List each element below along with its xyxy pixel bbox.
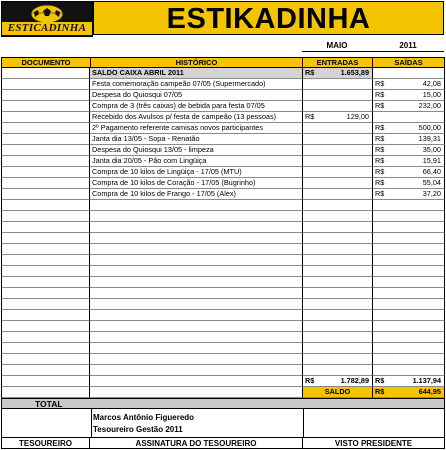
history-cell <box>90 200 303 211</box>
history-cell <box>90 112 303 123</box>
logo-wordmark: ESTICADINHA <box>2 22 92 35</box>
history-cell <box>90 343 303 354</box>
history-cell <box>90 266 303 277</box>
document-cell <box>1 189 90 200</box>
history-text: SALDO CAIXA ABRIL 2011 <box>92 68 184 77</box>
table-row <box>1 365 445 376</box>
document-cell <box>1 68 90 79</box>
table-row <box>1 277 445 288</box>
document-cell <box>1 167 90 178</box>
table-row <box>1 266 445 277</box>
exit-cell <box>373 233 445 244</box>
history-text: Janta dia 13/05 - Sopa - Renatão <box>92 134 200 143</box>
table-row <box>1 167 445 178</box>
history-cell <box>90 134 303 145</box>
exit-cell <box>373 123 445 134</box>
column-header-history: HISTÓRICO <box>90 57 303 68</box>
currency-symbol: R$ <box>375 376 385 385</box>
entry-cell <box>303 101 373 112</box>
document-cell <box>1 178 90 189</box>
exit-cell <box>373 266 445 277</box>
table-row <box>1 299 445 310</box>
exit-cell <box>373 255 445 266</box>
document-cell <box>1 211 90 222</box>
column-header-exits: SAÍDAS <box>372 57 445 68</box>
currency-symbol: R$ <box>375 167 385 176</box>
exit-cell <box>373 90 445 101</box>
entry-cell <box>303 134 373 145</box>
exit-cell <box>373 68 445 79</box>
document-cell <box>1 200 90 211</box>
entry-amount: 1.653,89 <box>340 68 369 77</box>
currency-symbol: R$ <box>305 112 315 121</box>
table-row <box>1 156 445 167</box>
history-cell <box>90 123 303 134</box>
exit-cell <box>373 387 445 398</box>
exit-cell <box>373 321 445 332</box>
history-text: Compra de 3 (três caixas) de bebida para festa 07/05 <box>92 101 265 110</box>
history-cell <box>90 255 303 266</box>
table-row <box>1 189 445 200</box>
treasurer-name: Marcos Antônio Figueredo <box>93 413 195 422</box>
document-cell <box>1 255 90 266</box>
history-cell <box>90 90 303 101</box>
total-exits-amount: 1.137,94 <box>412 376 441 385</box>
history-cell <box>90 189 303 200</box>
exit-amount: 37,20 <box>422 189 441 198</box>
history-cell <box>90 167 303 178</box>
table-row <box>1 332 445 343</box>
history-cell <box>90 299 303 310</box>
entry-cell <box>303 90 373 101</box>
history-text: Compra de 10 kilos de Coração - 17/05 (Bugrinho) <box>92 178 256 187</box>
table-row <box>1 211 445 222</box>
table-row <box>1 79 445 90</box>
entry-amount: 129,00 <box>346 112 369 121</box>
document-cell <box>1 156 90 167</box>
entry-cell <box>303 343 373 354</box>
exit-cell <box>373 79 445 90</box>
footer-treasurer: TESOUREIRO <box>1 437 90 449</box>
document-cell <box>1 365 90 376</box>
table-row <box>1 112 445 123</box>
history-cell <box>90 332 303 343</box>
document-cell <box>1 266 90 277</box>
entry-cell <box>303 354 373 365</box>
history-text: 2º Pagamento referente camisas novos participantes <box>92 123 263 132</box>
history-cell <box>90 211 303 222</box>
currency-symbol: R$ <box>375 134 385 143</box>
total-entries-amount: 1.782,89 <box>340 376 369 385</box>
table-row <box>1 321 445 332</box>
total-label: TOTAL <box>35 399 63 409</box>
footer-president: VISTO PRESIDENTE <box>302 437 445 449</box>
period-month: MAIO <box>302 40 372 52</box>
history-text: Festa comemoração campeão 07/05 (Supermercado) <box>92 79 266 88</box>
exit-cell <box>373 167 445 178</box>
table-row <box>1 123 445 134</box>
exit-cell <box>373 244 445 255</box>
document-cell <box>1 244 90 255</box>
history-text: Janta dia 20/05 - Pão com Lingüiça <box>92 156 207 165</box>
signature-divider <box>303 409 304 437</box>
document-cell <box>1 90 90 101</box>
exit-cell <box>373 310 445 321</box>
currency-symbol: R$ <box>375 145 385 154</box>
table-row <box>1 354 445 365</box>
balance-row <box>1 387 445 398</box>
table-row <box>1 244 445 255</box>
document-cell <box>1 354 90 365</box>
document-cell <box>1 134 90 145</box>
document-cell <box>1 299 90 310</box>
entry-cell <box>303 145 373 156</box>
document-cell <box>1 145 90 156</box>
currency-symbol: R$ <box>375 123 385 132</box>
entry-cell <box>303 233 373 244</box>
exit-cell <box>373 332 445 343</box>
history-cell <box>90 79 303 90</box>
balance-amount: 644,95 <box>418 387 441 396</box>
period-year: 2011 <box>372 40 444 52</box>
exit-cell <box>373 299 445 310</box>
history-text: Compra de 10 kilos de Lingüiça - 17/05 (MTU) <box>92 167 242 176</box>
history-cell <box>90 156 303 167</box>
table-row <box>1 222 445 233</box>
exit-cell <box>373 211 445 222</box>
exit-cell <box>373 288 445 299</box>
entry-cell <box>303 266 373 277</box>
exit-cell <box>373 134 445 145</box>
table-row <box>1 200 445 211</box>
balance-label: SALDO <box>324 387 351 396</box>
exit-amount: 66,40 <box>422 167 441 176</box>
entry-cell <box>303 189 373 200</box>
signature-area <box>1 409 445 437</box>
entry-cell <box>303 299 373 310</box>
exit-cell <box>373 200 445 211</box>
entry-cell <box>303 79 373 90</box>
history-cell <box>90 178 303 189</box>
entry-cell <box>303 156 373 167</box>
entry-cell <box>303 211 373 222</box>
footer-treasurer-signature: ASSINATURA DO TESOUREIRO <box>89 437 303 449</box>
history-text: Compra de 10 kilos de Frango - 17/05 (Alex) <box>92 189 236 198</box>
document-cell <box>1 288 90 299</box>
history-cell <box>90 101 303 112</box>
currency-symbol: R$ <box>305 376 315 385</box>
entry-cell <box>303 321 373 332</box>
table-row <box>1 90 445 101</box>
history-cell <box>90 244 303 255</box>
exit-cell <box>373 189 445 200</box>
table-row <box>1 145 445 156</box>
table-row <box>1 343 445 354</box>
table-row <box>1 68 445 79</box>
table-row <box>1 288 445 299</box>
document-cell <box>1 343 90 354</box>
exit-amount: 139,31 <box>418 134 441 143</box>
history-text: Despesa do Quiosqui 13/05 - limpeza <box>92 145 214 154</box>
history-cell <box>90 376 303 387</box>
exit-cell <box>373 156 445 167</box>
exit-cell <box>373 145 445 156</box>
document-cell <box>1 321 90 332</box>
currency-symbol: R$ <box>375 156 385 165</box>
entry-cell <box>303 376 373 387</box>
table-row <box>1 255 445 266</box>
document-cell <box>1 376 90 387</box>
currency-symbol: R$ <box>375 101 385 110</box>
history-text: Recebido dos Avulsos p/ festa de campeão (13 pessoas) <box>92 112 277 121</box>
entry-cell <box>303 178 373 189</box>
exit-amount: 232,00 <box>418 101 441 110</box>
entry-cell <box>303 365 373 376</box>
entry-cell <box>303 332 373 343</box>
history-cell <box>90 222 303 233</box>
history-cell <box>90 277 303 288</box>
entry-cell <box>303 244 373 255</box>
entry-cell <box>303 222 373 233</box>
currency-symbol: R$ <box>375 387 385 396</box>
exit-cell <box>373 277 445 288</box>
table-row <box>1 134 445 145</box>
table-row <box>1 310 445 321</box>
entry-cell <box>303 123 373 134</box>
club-logo <box>1 1 93 37</box>
currency-symbol: R$ <box>305 68 315 77</box>
treasurer-role: Tesoureiro Gestão 2011 <box>93 425 183 434</box>
exit-amount: 55,04 <box>422 178 441 187</box>
history-cell <box>90 310 303 321</box>
history-cell <box>90 321 303 332</box>
exit-amount: 500,00 <box>418 123 441 132</box>
document-cell <box>1 79 90 90</box>
document-cell <box>1 310 90 321</box>
exit-cell <box>373 112 445 123</box>
table-row <box>1 178 445 189</box>
document-cell <box>1 123 90 134</box>
entry-cell <box>303 68 373 79</box>
currency-symbol: R$ <box>375 79 385 88</box>
exit-cell <box>373 178 445 189</box>
exit-cell <box>373 354 445 365</box>
document-cell <box>1 233 90 244</box>
history-cell <box>90 145 303 156</box>
history-cell <box>90 365 303 376</box>
exit-amount: 42,08 <box>422 79 441 88</box>
entry-cell <box>303 277 373 288</box>
history-cell <box>90 233 303 244</box>
exit-cell <box>373 365 445 376</box>
signature-divider <box>91 409 92 437</box>
entry-cell <box>303 112 373 123</box>
exit-cell <box>373 343 445 354</box>
entry-cell <box>303 387 373 398</box>
entry-cell <box>303 288 373 299</box>
totals-row <box>1 376 445 387</box>
exit-amount: 15,00 <box>422 90 441 99</box>
exit-cell <box>373 222 445 233</box>
sheet-title: ESTIKADINHA <box>93 1 444 35</box>
table-row <box>1 101 445 112</box>
document-cell <box>1 222 90 233</box>
column-header-entries: ENTRADAS <box>302 57 373 68</box>
column-header-document: DOCUMENTO <box>1 57 91 68</box>
history-cell <box>90 354 303 365</box>
history-cell <box>90 68 303 79</box>
entry-cell <box>303 167 373 178</box>
history-text: Despesa do Quiosqui 07/05 <box>92 90 183 99</box>
history-cell <box>90 387 303 398</box>
document-cell <box>1 332 90 343</box>
document-cell <box>1 112 90 123</box>
exit-cell <box>373 101 445 112</box>
entry-cell <box>303 310 373 321</box>
entry-cell <box>303 200 373 211</box>
exit-cell <box>373 376 445 387</box>
entry-cell <box>303 255 373 266</box>
table-row <box>1 233 445 244</box>
document-cell <box>1 277 90 288</box>
currency-symbol: R$ <box>375 90 385 99</box>
soccer-ball-icon <box>29 2 65 23</box>
exit-amount: 15,91 <box>422 156 441 165</box>
currency-symbol: R$ <box>375 189 385 198</box>
document-cell <box>1 387 90 398</box>
total-row <box>1 398 445 409</box>
currency-symbol: R$ <box>375 178 385 187</box>
exit-amount: 35,00 <box>422 145 441 154</box>
document-cell <box>1 101 90 112</box>
history-cell <box>90 288 303 299</box>
